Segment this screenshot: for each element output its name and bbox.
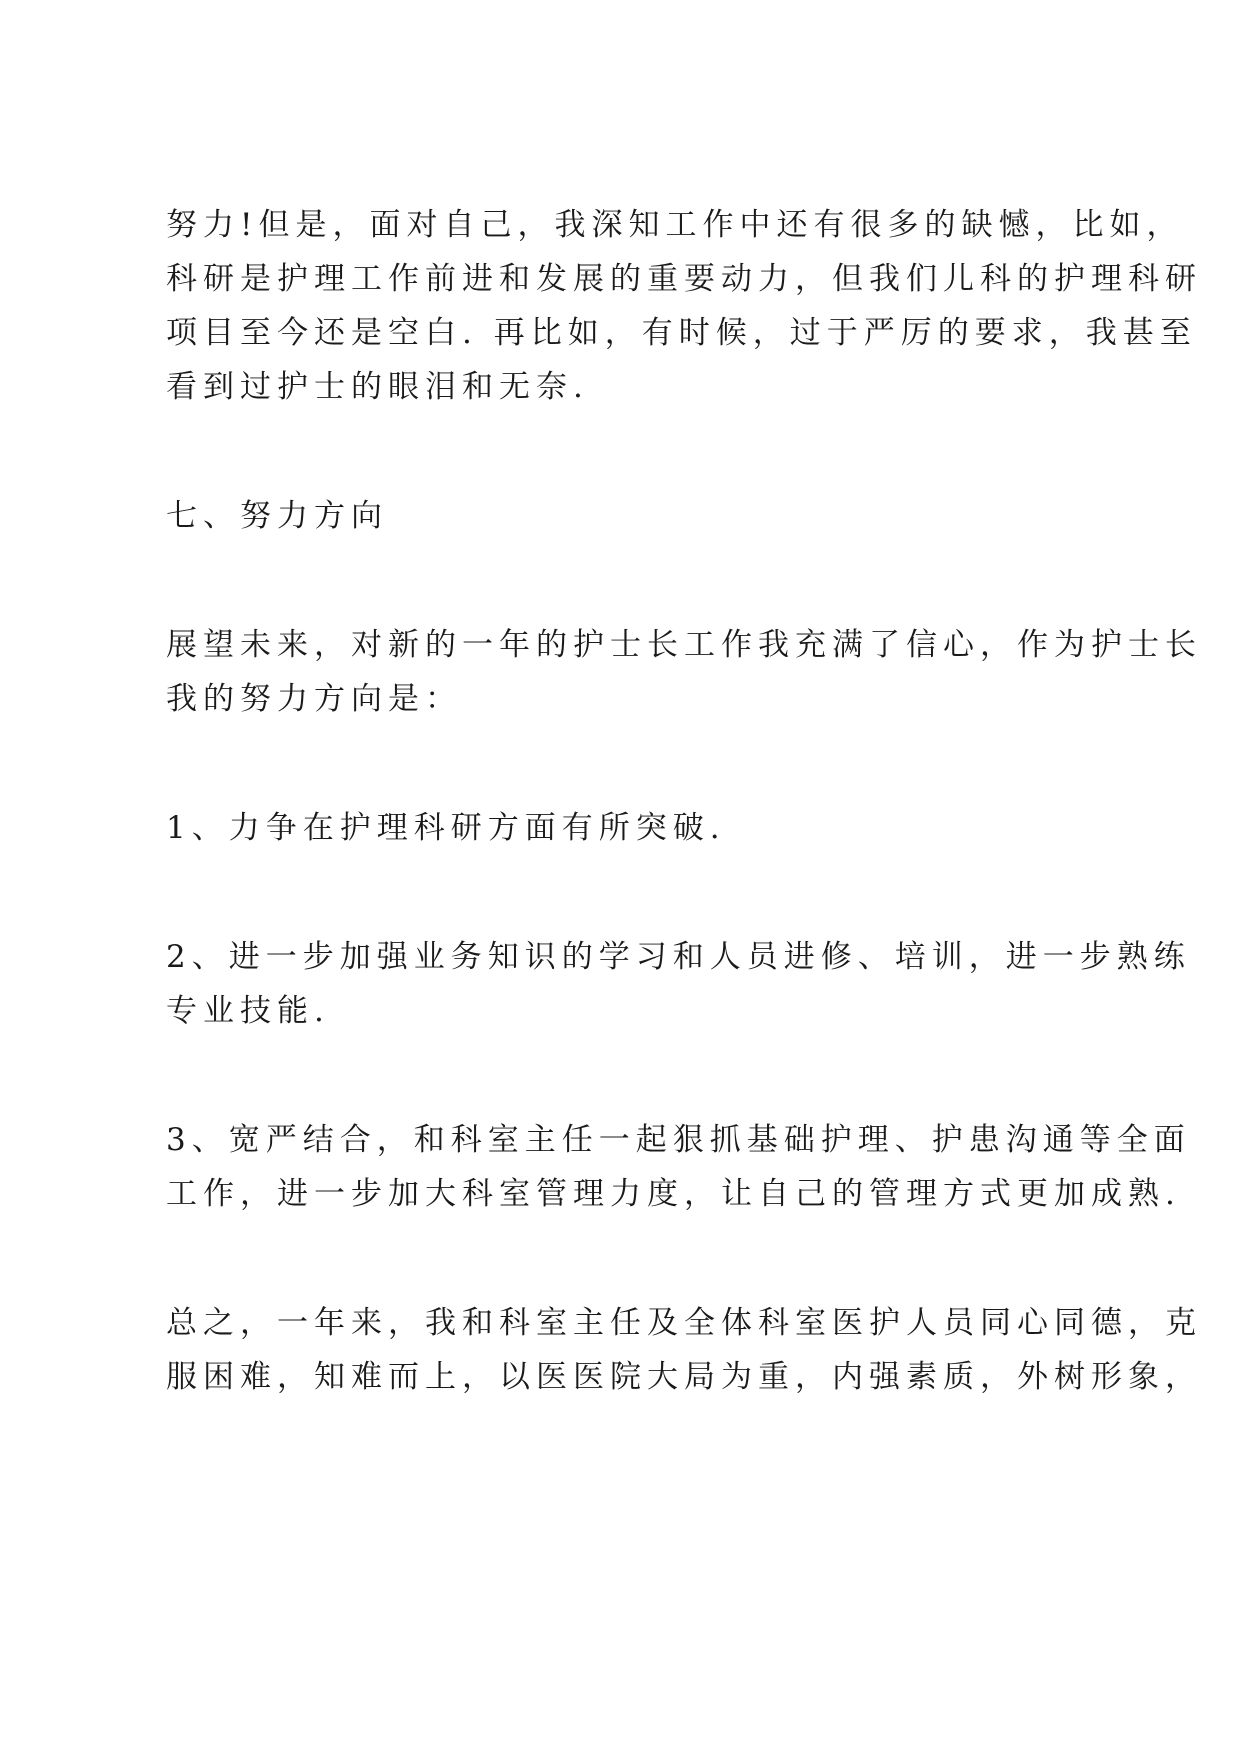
text-line: 1、力争在护理科研方面有所突破. xyxy=(166,810,726,846)
text-line: 专业技能. xyxy=(166,993,330,1029)
paragraph-outlook xyxy=(166,618,1202,726)
document-body xyxy=(166,198,1202,1404)
section-heading-seven xyxy=(166,489,1096,543)
text-line: 努力!但是，面对自己，我深知工作中还有很多的缺憾，比如， xyxy=(166,207,1184,243)
paragraph-gap xyxy=(166,1221,1096,1296)
paragraph-summary xyxy=(166,1296,1202,1404)
text-line: 工作，进一步加大科室管理力度，让自己的管理方式更加成熟. xyxy=(166,1176,1181,1212)
text-line: 展望未来，对新的一年的护士长工作我充满了信心，作为护士长 xyxy=(166,627,1202,663)
paragraph-shortcomings xyxy=(166,198,1202,414)
list-item-2 xyxy=(166,930,1191,1038)
text-line: 我的努力方向是： xyxy=(166,681,462,717)
paragraph-gap xyxy=(166,414,1096,489)
list-item-1 xyxy=(166,801,1096,855)
text-line: 看到过护士的眼泪和无奈. xyxy=(166,369,589,405)
text-line: 总之，一年来，我和科室主任及全体科室医护人员同心同德，克 xyxy=(166,1305,1202,1341)
paragraph-gap xyxy=(166,1038,1096,1113)
paragraph-gap xyxy=(166,543,1096,618)
section-heading: 七、努力方向 xyxy=(166,498,388,534)
list-item-3 xyxy=(166,1113,1191,1221)
text-line: 2、进一步加强业务知识的学习和人员进修、培训，进一步熟练 xyxy=(166,939,1191,975)
text-line: 服困难，知难而上，以医医院大局为重，内强素质，外树形象， xyxy=(166,1359,1202,1395)
text-line: 项目至今还是空白. 再比如，有时候，过于严厉的要求，我甚至 xyxy=(166,315,1197,351)
paragraph-gap xyxy=(166,726,1096,801)
paragraph-gap xyxy=(166,855,1096,930)
text-line: 3、宽严结合，和科室主任一起狠抓基础护理、护患沟通等全面 xyxy=(166,1122,1191,1158)
text-line: 科研是护理工作前进和发展的重要动力，但我们儿科的护理科研 xyxy=(166,261,1202,297)
